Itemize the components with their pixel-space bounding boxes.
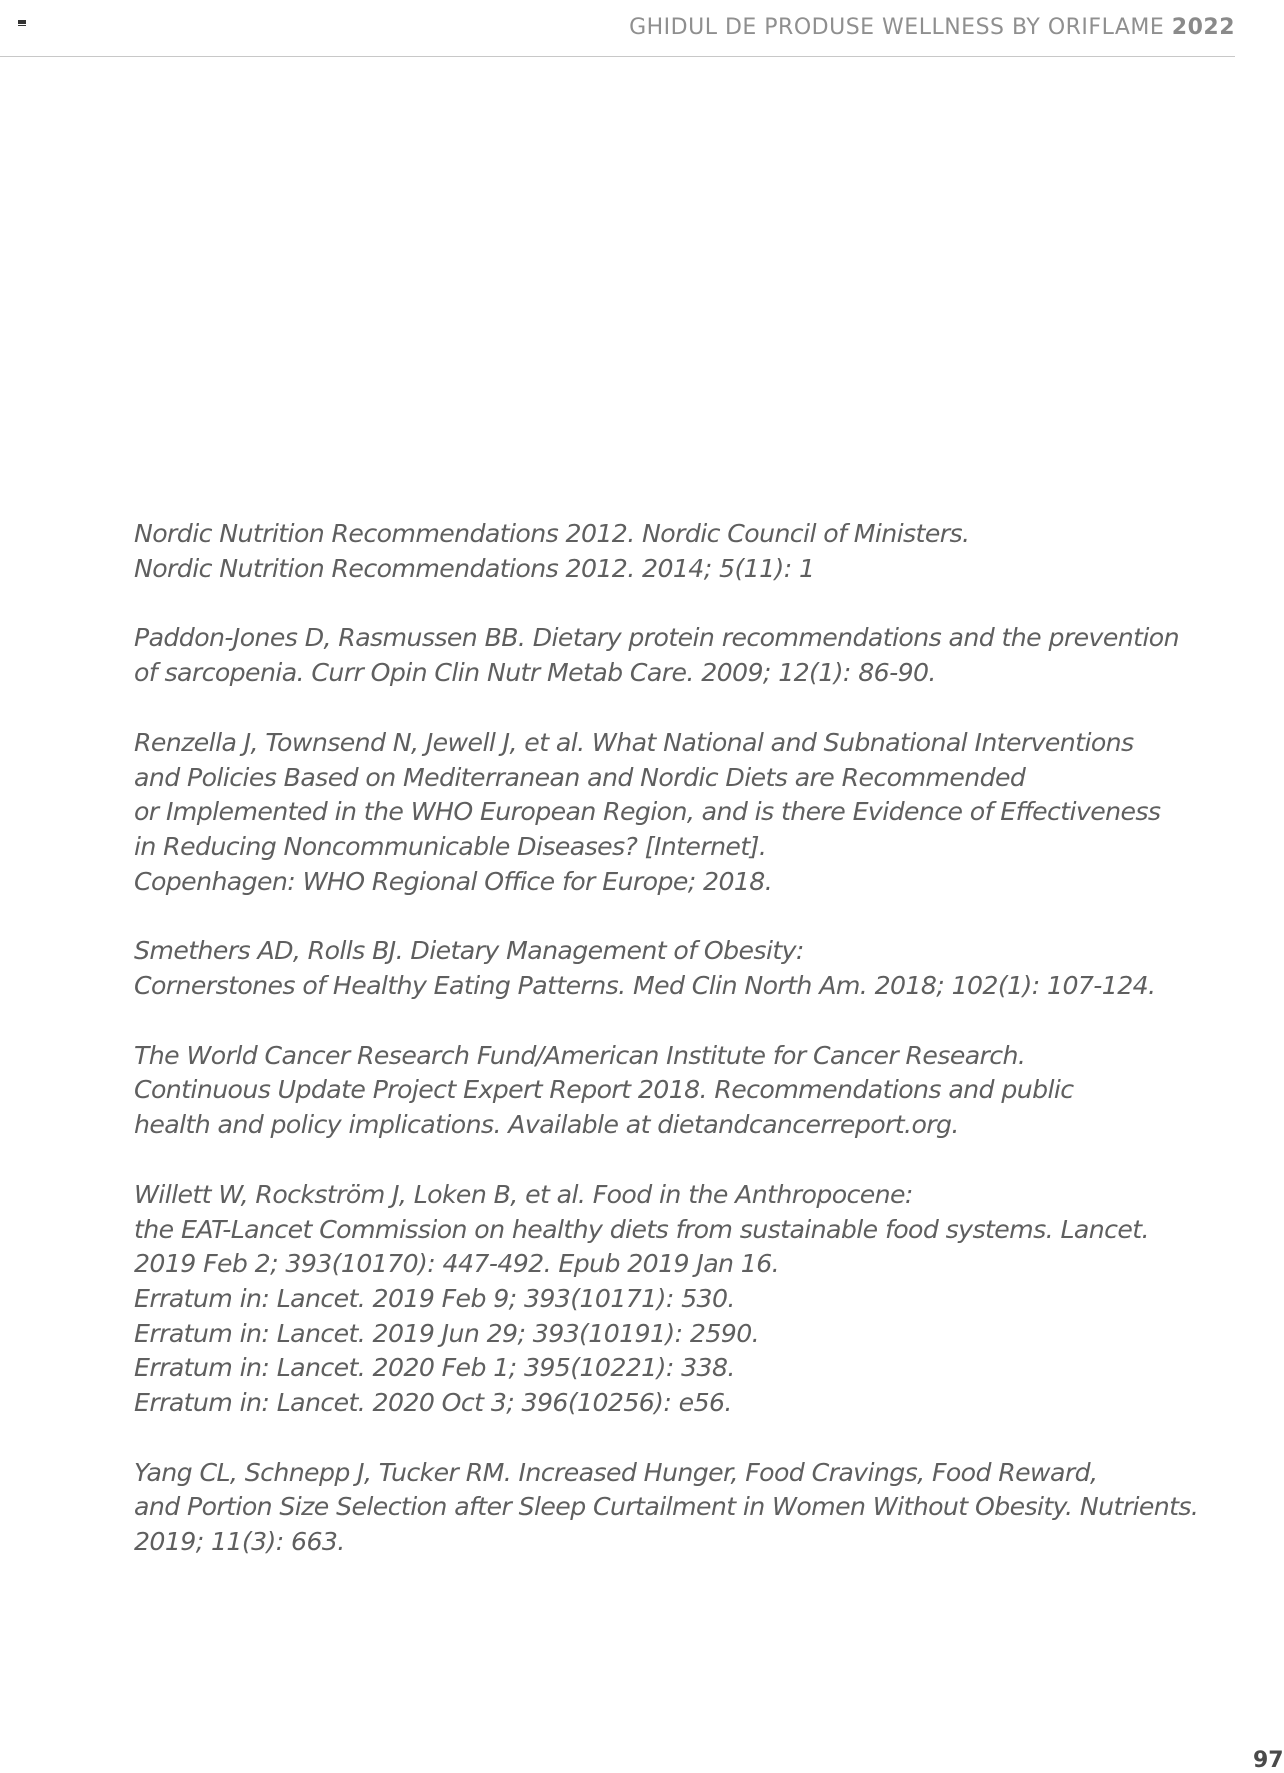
reference-line: Erratum in: Lancet. 2019 Feb 9; 393(10171): 530. (134, 1283, 735, 1313)
reference-line: health and policy implications. Available at dietandcancerreport.org. (134, 1110, 959, 1140)
reference-line: Nordic Nutrition Recommendations 2012. 2014; 5(11): 1 (134, 553, 815, 583)
reference-line: 2019 Feb 2; 393(10170): 447-492. Epub 2019 Jan 16. (134, 1249, 780, 1279)
reference-line: Erratum in: Lancet. 2019 Jun 29; 393(10191): 2590. (134, 1318, 760, 1348)
header-title-text: GHIDUL DE PRODUSE WELLNESS BY ORIFLAME (629, 15, 1165, 40)
reference-entry (134, 517, 1194, 586)
reference-line: Willett W, Rockström J, Loken B, et al. Food in the Anthropocene: (134, 1179, 913, 1209)
page-header (0, 0, 1235, 57)
reference-line: Erratum in: Lancet. 2020 Feb 1; 395(10221): 338. (134, 1353, 735, 1383)
reference-line: The World Cancer Research Fund/American Institute for Cancer Research. (134, 1040, 1026, 1070)
reference-line: Copenhagen: WHO Regional Office for Europe; 2018. (134, 866, 773, 896)
references-list (134, 517, 1199, 1595)
reference-line: and Portion Size Selection after Sleep Curtailment in Women Without Obesity. Nutrients. (134, 1492, 1199, 1522)
reference-line: Smethers AD, Rolls BJ. Dietary Management of Obesity: (134, 936, 804, 966)
reference-line: and Policies Based on Mediterranean and Nordic Diets are Recommended (134, 762, 1026, 792)
reference-entry (134, 1039, 1194, 1143)
reference-entry (134, 726, 1194, 900)
reference-line: Erratum in: Lancet. 2020 Oct 3; 396(10256): e56. (134, 1388, 732, 1418)
reference-line: Cornerstones of Healthy Eating Patterns. Med Clin North Am. 2018; 102(1): 107-124. (134, 971, 1156, 1001)
reference-line: Renzella J, Townsend N, Jewell J, et al. What National and Subnational Interventions (134, 727, 1134, 757)
reference-line: or Implemented in the WHO European Region, and is there Evidence of Effectiveness (134, 797, 1161, 827)
reference-line: in Reducing Noncommunicable Diseases? [Internet]. (134, 831, 767, 861)
reference-line: the EAT-Lancet Commission on healthy diets from sustainable food systems. Lancet. (134, 1214, 1149, 1244)
header-title (629, 15, 1235, 40)
reference-line: Continuous Update Project Expert Report 2018. Recommendations and public (134, 1075, 1074, 1105)
reference-line: of sarcopenia. Curr Opin Clin Nutr Metab Care. 2009; 12(1): 86-90. (134, 658, 936, 688)
reference-entry (134, 934, 1194, 1003)
reference-line: 2019; 11(3): 663. (134, 1527, 345, 1557)
reference-line: Paddon-Jones D, Rasmussen BB. Dietary protein recommendations and the prevention (134, 623, 1179, 653)
header-year: 2022 (1171, 15, 1235, 40)
reference-entry (134, 1456, 1199, 1560)
reference-entry (134, 621, 1194, 690)
page-number: 97 (1253, 1748, 1284, 1773)
reference-line: Nordic Nutrition Recommendations 2012. Nordic Council of Ministers. (134, 519, 970, 548)
reference-line: Yang CL, Schnepp J, Tucker RM. Increased Hunger, Food Cravings, Food Reward, (134, 1457, 1098, 1487)
reference-entry (134, 1178, 1194, 1421)
